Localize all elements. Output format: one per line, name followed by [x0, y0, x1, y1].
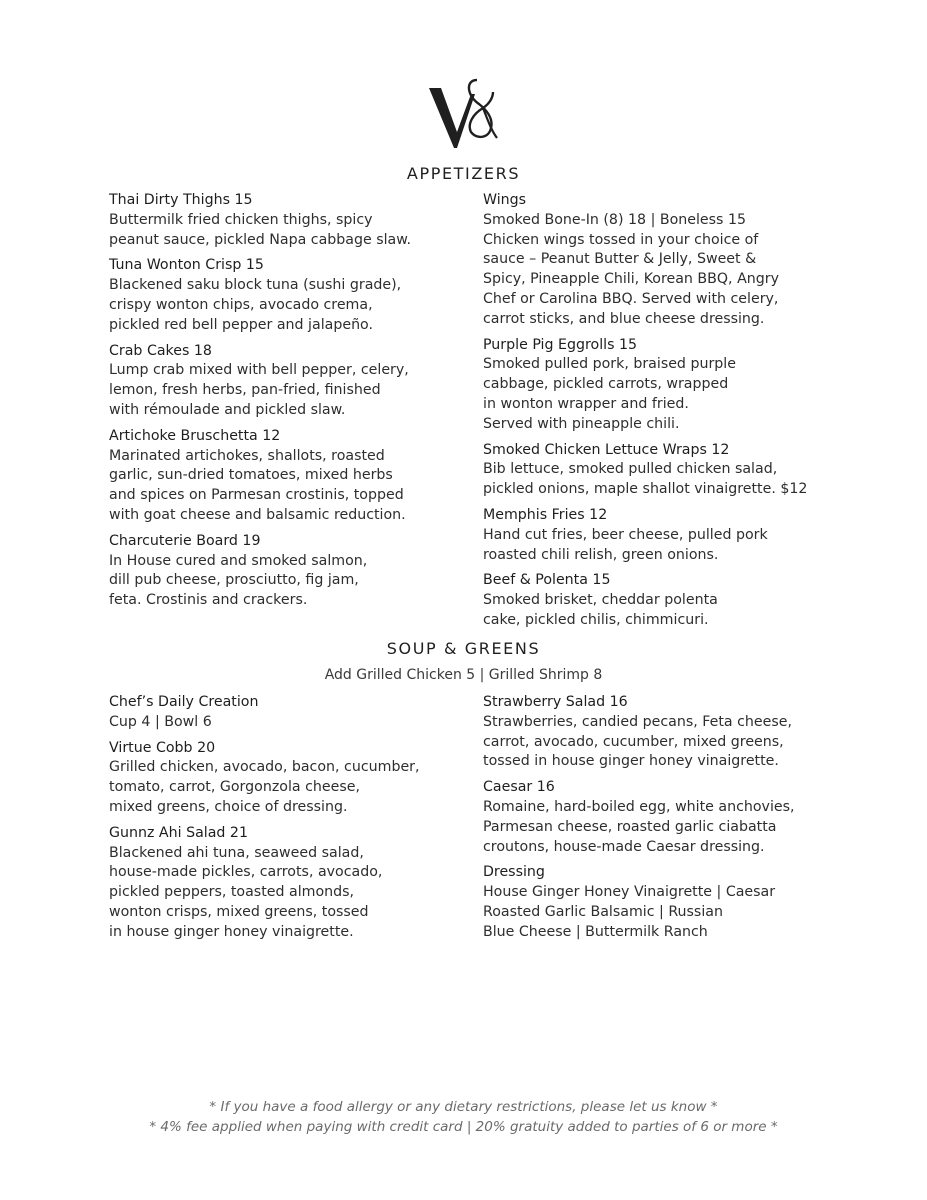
logo-monogram — [427, 74, 499, 152]
menu-item-description-line: Cup 4 | Bowl 6 — [109, 713, 212, 730]
menu-item-description-line: croutons, house-made Caesar dressing. — [483, 838, 765, 855]
menu-item-name: Gunnz Ahi Salad 21 — [109, 824, 248, 841]
menu-item-description-line: Smoked brisket, cheddar polenta — [483, 592, 718, 609]
menu-item-description-line: Romaine, hard-boiled egg, white anchovies, — [483, 798, 795, 815]
menu-item — [109, 824, 479, 943]
menu-item-description-line: In House cured and smoked salmon, — [109, 552, 368, 569]
menu-item-description-line: roasted chili relish, green onions. — [483, 546, 719, 563]
menu-item-name: Beef & Polenta 15 — [483, 572, 611, 589]
menu-item — [483, 571, 853, 630]
menu-item — [483, 863, 853, 942]
menu-item-description-line: Smoked Bone-In (8) 18 | Boneless 15 — [483, 211, 747, 228]
menu-item-description-line: Roasted Garlic Balsamic | Russian — [483, 903, 723, 920]
menu-item-name: Purple Pig Eggrolls 15 — [483, 336, 638, 353]
menu-item-name: Wings — [483, 192, 527, 208]
menu-item-name: Thai Dirty Thighs 15 — [109, 192, 253, 208]
fee-note: * 4% fee applied when paying with credit card | 20% gratuity added to parties of 6 or more * — [149, 1119, 778, 1135]
allergy-note: * If you have a food allergy or any dietary restrictions, please let us know * — [209, 1099, 718, 1115]
menu-item-description-line: tomato, carrot, Gorgonzola cheese, — [109, 779, 360, 796]
menu-item-description-line: Blackened ahi tuna, seaweed salad, — [109, 844, 364, 861]
menu-item-description-line: Grilled chicken, avocado, bacon, cucumber, — [109, 759, 420, 776]
menu-item-description-line: garlic, sun-dried tomatoes, mixed herbs — [109, 467, 393, 484]
menu-item-name: Artichoke Bruschetta 12 — [109, 427, 281, 444]
menu-item-name: Virtue Cobb 20 — [109, 739, 216, 756]
menu-item-description-line: Strawberries, candied pecans, Feta cheese, — [483, 713, 792, 730]
menu-item-description-line: Chef or Carolina BBQ. Served with celery, — [483, 290, 779, 307]
menu-item-description-line: Lump crab mixed with bell pepper, celery, — [109, 362, 409, 379]
menu-item-description-line: wonton crisps, mixed greens, tossed — [109, 903, 369, 920]
soup-greens-left-column — [109, 693, 479, 949]
menu-item-description-line: house-made pickles, carrots, avocado, — [109, 864, 383, 881]
menu-item-description-line: Buttermilk fried chicken thighs, spicy — [109, 211, 373, 228]
menu-item-description-line: Served with pineapple chili. — [483, 415, 680, 432]
menu-item-description-line: carrot sticks, and blue cheese dressing. — [483, 310, 765, 327]
menu-item — [483, 441, 853, 500]
menu-item-description-line: House Ginger Honey Vinaigrette | Caesar — [483, 884, 776, 901]
menu-item-description-line: pickled peppers, toasted almonds, — [109, 884, 355, 901]
menu-item-description-line: pickled onions, maple shallot vinaigrette. $12 — [483, 481, 808, 498]
menu-item — [483, 693, 853, 772]
menu-item — [483, 778, 853, 857]
menu-item — [109, 739, 479, 818]
menu-item-description-line: mixed greens, choice of dressing. — [109, 798, 348, 815]
menu-item-name: Charcuterie Board 19 — [109, 532, 261, 549]
menu-item-name: Memphis Fries 12 — [483, 506, 608, 523]
menu-item-name: Crab Cakes 18 — [109, 342, 212, 359]
menu-item-description-line: with goat cheese and balsamic reduction. — [109, 506, 406, 523]
menu-item-description-line: Parmesan cheese, roasted garlic ciabatta — [483, 818, 777, 835]
soup-greens-heading: SOUP & GREENS — [386, 639, 541, 658]
menu-item — [109, 693, 479, 733]
menu-item-description-line: tossed in house ginger honey vinaigrette. — [483, 753, 779, 770]
appetizers-left-column — [109, 191, 479, 617]
menu-item — [109, 191, 479, 250]
menu-item-description-line: and spices on Parmesan crostinis, topped — [109, 487, 404, 504]
menu-item-description-line: lemon, fresh herbs, pan-fried, finished — [109, 382, 381, 399]
menu-item-description-line: Hand cut fries, beer cheese, pulled pork — [483, 526, 768, 543]
menu-item-name: Strawberry Salad 16 — [483, 694, 628, 710]
menu-item-name: Caesar 16 — [483, 779, 555, 796]
menu-item-description-line: Bib lettuce, smoked pulled chicken salad, — [483, 461, 778, 478]
menu-item-description-line: Chicken wings tossed in your choice of — [483, 231, 759, 248]
menu-item-name: Dressing — [483, 864, 545, 881]
menu-item-description-line: with rémoulade and pickled slaw. — [109, 401, 346, 418]
menu-item-description-line: sauce – Peanut Butter & Jelly, Sweet & — [483, 251, 757, 268]
menu-item-description-line: Smoked pulled pork, braised purple — [483, 356, 736, 373]
soup-greens-right-column — [483, 693, 853, 949]
menu-item-description-line: Marinated artichokes, shallots, roasted — [109, 447, 385, 464]
appetizers-heading: APPETIZERS — [406, 164, 521, 183]
menu-item — [109, 256, 479, 335]
menu-item-description-line: in wonton wrapper and fried. — [483, 395, 689, 412]
add-protein-note: Add Grilled Chicken 5 | Grilled Shrimp 8 — [324, 667, 603, 683]
menu-item-description-line: feta. Crostinis and crackers. — [109, 592, 308, 609]
menu-item-description-line: peanut sauce, pickled Napa cabbage slaw. — [109, 231, 412, 248]
menu-item-name: Chef’s Daily Creation — [109, 694, 259, 710]
menu-item-name: Tuna Wonton Crisp 15 — [109, 257, 264, 274]
menu-item-description-line: crispy wonton chips, avocado crema, — [109, 296, 373, 313]
menu-item-description-line: in house ginger honey vinaigrette. — [109, 923, 354, 940]
logo-monogram-icon — [427, 74, 499, 152]
menu-item — [109, 427, 479, 526]
menu-item-name: Smoked Chicken Lettuce Wraps 12 — [483, 441, 730, 458]
menu-item — [483, 191, 853, 330]
menu-item-description-line: pickled red bell pepper and jalapeño. — [109, 316, 373, 333]
appetizers-right-column — [483, 191, 853, 637]
menu-item-description-line: Spicy, Pineapple Chili, Korean BBQ, Angry — [483, 271, 780, 288]
menu-item — [483, 336, 853, 435]
menu-item — [109, 532, 479, 611]
menu-item-description-line: dill pub cheese, prosciutto, fig jam, — [109, 572, 359, 589]
menu-item-description-line: cabbage, pickled carrots, wrapped — [483, 376, 729, 393]
menu-item-description-line: carrot, avocado, cucumber, mixed greens, — [483, 733, 784, 750]
menu-item — [483, 506, 853, 565]
menu-item-description-line: cake, pickled chilis, chimmicuri. — [483, 611, 709, 628]
menu-item-description-line: Blackened saku block tuna (sushi grade), — [109, 277, 402, 294]
menu-item-description-line: Blue Cheese | Buttermilk Ranch — [483, 923, 708, 940]
menu-item — [109, 342, 479, 421]
